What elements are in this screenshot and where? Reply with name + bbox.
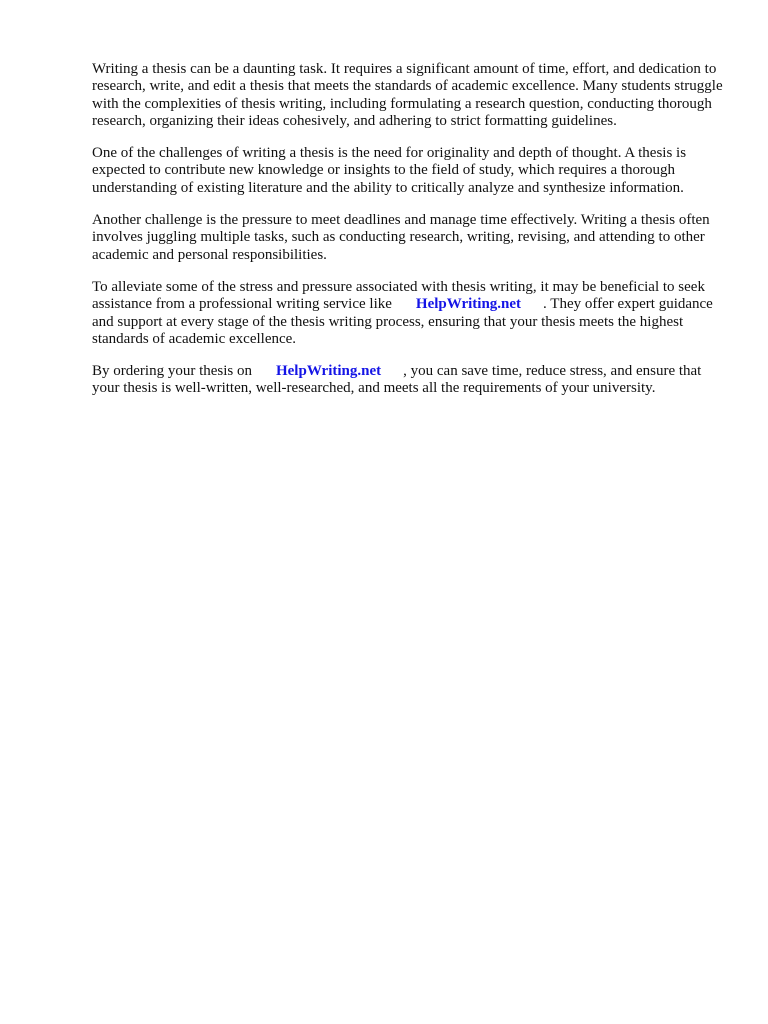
- helpwriting-link[interactable]: HelpWriting.net: [415, 296, 522, 313]
- paragraph-ordering-after: , you can save time, reduce stress, and ensure that your thesis is well-written, well-researched, and meets all the requirements of your university.: [92, 363, 702, 397]
- paragraph-intro: Writing a thesis can be a daunting task. It requires a significant amount of time, effort, and dedication to research, write, and edit a thesis that meets the standards of academic excellence. Many students struggle with the complexities of thesis writing, including formulating a research question, conducting thorough research, organizing their ideas cohesively, and adhering to strict formatting guidelines.: [92, 61, 723, 129]
- paragraph-assistance: [92, 279, 724, 348]
- paragraph-assistance-after: . They offer expert guidance and support at every stage of the thesis writing process, ensuring that your thesis meets the highest standards of academic excellence.: [92, 296, 713, 347]
- paragraph-assistance-before: To alleviate some of the stress and pressure associated with thesis writing, it may be beneficial to seek assistance from a professional writing service like: [92, 278, 705, 313]
- paragraph-ordering: [92, 363, 724, 398]
- paragraph-deadlines: Another challenge is the pressure to meet deadlines and manage time effectively. Writing a thesis often involves juggling multiple tasks, such as conducting research, writing, revising, and attending to other academic and personal responsibilities.: [92, 212, 710, 263]
- helpwriting-link[interactable]: HelpWriting.net: [275, 363, 382, 380]
- paragraph-ordering-before: By ordering your thesis on: [92, 363, 252, 380]
- paragraph-originality: One of the challenges of writing a thesis is the need for originality and depth of thought. A thesis is expected to contribute new knowledge or insights to the field of study, which requires a thorough understanding of existing literature and the ability to critically analyze and synthesize information.: [92, 145, 687, 196]
- document-body: [92, 61, 724, 413]
